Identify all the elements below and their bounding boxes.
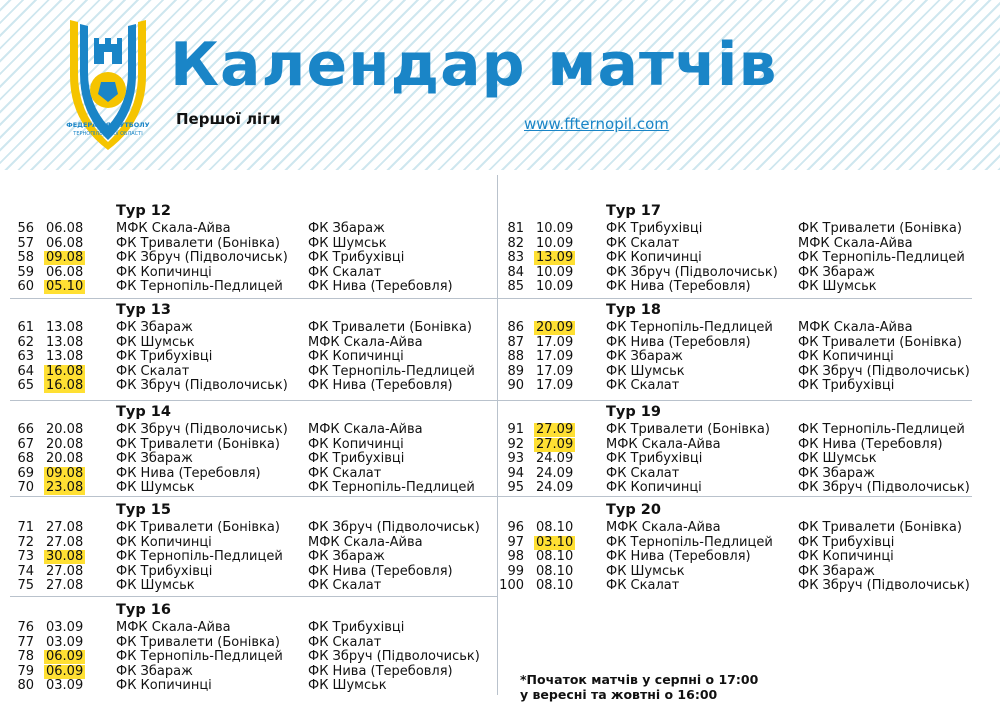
away-team: ФК Тернопіль-Педлицей	[308, 363, 475, 379]
home-team: ФК Шумськ	[116, 334, 195, 350]
match-date: 06.08	[46, 235, 84, 251]
home-team: МФК Скала-Айва	[116, 620, 231, 635]
round-title: Тур 14	[116, 404, 171, 420]
match-date: 10.09	[536, 221, 574, 236]
away-team: ФК Трибухівці	[308, 620, 405, 635]
match-number: 92	[507, 436, 524, 452]
home-team: ФК Копичинці	[116, 678, 212, 694]
match-number: 57	[17, 235, 34, 251]
round-title: Тур 16	[116, 602, 171, 618]
home-team: ФК Шумськ	[116, 578, 195, 594]
match-number: 98	[507, 549, 524, 565]
match-number: 60	[17, 279, 34, 295]
home-team: ФК Тривалети (Бонівка)	[606, 422, 770, 437]
away-team: ФК Скалат	[308, 264, 382, 280]
round-title: Тур 13	[116, 302, 171, 318]
match-number: 94	[507, 465, 524, 481]
match-number: 71	[17, 520, 34, 535]
match-number: 86	[507, 320, 524, 335]
away-team: ФК Збруч (Підволочиськ)	[798, 578, 970, 594]
match-date: 03.09	[46, 634, 84, 650]
match-number: 64	[17, 363, 34, 379]
away-team: МФК Скала-Айва	[308, 422, 423, 437]
page-title: Календар матчів	[170, 30, 778, 100]
match-date: 20.08	[46, 451, 84, 467]
match-number: 78	[17, 649, 34, 665]
match-date: 20.08	[46, 436, 84, 452]
away-team: МФК Скала-Айва	[308, 534, 423, 550]
match-number: 58	[17, 250, 34, 266]
website-link[interactable]: www.ffternopil.com	[524, 115, 669, 133]
away-team: ФК Збараж	[798, 264, 875, 280]
home-team: ФК Збараж	[116, 320, 193, 335]
match-date: 13.09	[536, 250, 574, 266]
round-title: Тур 12	[116, 203, 171, 219]
round-title: Тур 17	[606, 203, 661, 219]
match-number: 93	[507, 451, 524, 467]
away-team: МФК Скала-Айва	[308, 334, 423, 350]
match-date: 27.09	[536, 422, 574, 437]
match-date: 27.08	[46, 578, 84, 594]
match-date: 24.09	[536, 480, 574, 496]
home-team: ФК Скалат	[116, 363, 190, 379]
away-team: ФК Нива (Теребовля)	[308, 378, 453, 394]
match-number: 68	[17, 451, 34, 467]
match-number: 83	[507, 250, 524, 266]
away-team: ФК Збараж	[798, 563, 875, 579]
home-team: ФК Тривалети (Бонівка)	[116, 436, 280, 452]
away-team: ФК Трибухівці	[308, 250, 405, 266]
home-team: ФК Збараж	[116, 451, 193, 467]
match-date: 06.08	[46, 221, 84, 236]
home-team: ФК Шумськ	[606, 563, 685, 579]
away-team: ФК Копичинці	[798, 549, 894, 565]
match-number: 65	[17, 378, 34, 394]
match-date: 13.08	[46, 320, 84, 335]
match-number: 61	[17, 320, 34, 335]
match-number: 97	[507, 534, 524, 550]
match-number: 82	[507, 235, 524, 251]
away-team: ФК Збруч (Підволочиськ)	[798, 480, 970, 496]
match-number: 56	[17, 221, 34, 236]
home-team: ФК Копичинці	[116, 534, 212, 550]
away-team: ФК Тернопіль-Педлицей	[798, 250, 965, 266]
match-number: 85	[507, 279, 524, 295]
away-team: ФК Шумськ	[308, 678, 387, 694]
divider-line	[10, 496, 972, 497]
match-number: 99	[507, 563, 524, 579]
match-date: 06.09	[46, 649, 84, 665]
home-team: ФК Трибухівці	[606, 221, 703, 236]
match-date: 17.09	[536, 378, 574, 394]
match-date: 10.09	[536, 279, 574, 295]
home-team: ФК Трибухівці	[116, 349, 213, 365]
home-team: ФК Копичинці	[606, 250, 702, 266]
match-date: 17.09	[536, 334, 574, 350]
home-team: ФК Трибухівці	[606, 451, 703, 467]
match-date: 09.08	[46, 465, 84, 481]
home-team: ФК Збараж	[606, 349, 683, 365]
match-number: 79	[17, 663, 34, 679]
away-team: ФК Збараж	[308, 221, 385, 236]
match-date: 10.09	[536, 264, 574, 280]
match-date: 09.08	[46, 250, 84, 266]
match-number: 88	[507, 349, 524, 365]
match-number: 90	[507, 378, 524, 394]
note-line-2: у вересні та жовтні о 16:00	[520, 687, 718, 702]
divider-line	[10, 596, 497, 597]
away-team: ФК Нива (Теребовля)	[308, 663, 453, 679]
home-team: ФК Збруч (Підволочиськ)	[606, 264, 778, 280]
match-date: 27.08	[46, 534, 84, 550]
match-date: 20.09	[536, 320, 574, 335]
match-date: 27.09	[536, 436, 574, 452]
home-team: ФК Нива (Теребовля)	[606, 549, 751, 565]
match-number: 73	[17, 549, 34, 565]
match-number: 100	[499, 578, 524, 594]
kickoff-note	[520, 672, 758, 702]
home-team: ФК Тернопіль-Педлицей	[606, 534, 773, 550]
match-date: 05.10	[46, 279, 84, 295]
home-team: МФК Скала-Айва	[606, 436, 721, 452]
round-title: Тур 15	[116, 502, 171, 518]
away-team: ФК Тривалети (Бонівка)	[308, 320, 472, 335]
away-team: ФК Копичинці	[798, 349, 894, 365]
away-team: ФК Копичинці	[308, 349, 404, 365]
divider-line	[10, 400, 972, 401]
home-team: ФК Трибухівці	[116, 563, 213, 579]
match-number: 75	[17, 578, 34, 594]
match-number: 63	[17, 349, 34, 365]
away-team: ФК Трибухівці	[798, 534, 895, 550]
home-team: ФК Тривалети (Бонівка)	[116, 235, 280, 251]
away-team: ФК Нива (Теребовля)	[308, 563, 453, 579]
home-team: МФК Скала-Айва	[606, 520, 721, 535]
match-date: 20.08	[46, 422, 84, 437]
match-number: 89	[507, 363, 524, 379]
away-team: МФК Скала-Айва	[798, 235, 913, 251]
away-team: ФК Збруч (Підволочиськ)	[308, 520, 480, 535]
round-title: Тур 20	[606, 502, 661, 518]
match-date: 03.09	[46, 678, 84, 694]
match-date: 23.08	[46, 480, 84, 496]
logo-text-top: ФЕДЕРАЦІЯ ФУТБОЛУ	[66, 121, 150, 129]
home-team: МФК Скала-Айва	[116, 221, 231, 236]
logo-text-bottom: ТЕРНОПІЛЬСЬКОЇ ОБЛАСТІ	[73, 131, 143, 137]
away-team: ФК Трибухівці	[308, 451, 405, 467]
note-line-1: *Початок матчів у серпні о 17:00	[520, 672, 759, 687]
match-date: 03.09	[46, 620, 84, 635]
away-team: ФК Скалат	[308, 578, 382, 594]
divider-line	[10, 298, 972, 299]
match-date: 16.08	[46, 378, 84, 394]
match-number: 84	[507, 264, 524, 280]
match-date: 24.09	[536, 465, 574, 481]
federation-logo	[58, 14, 158, 154]
away-team: ФК Трибухівці	[798, 378, 895, 394]
home-team: ФК Скалат	[606, 378, 680, 394]
home-team: ФК Скалат	[606, 465, 680, 481]
match-date: 03.10	[536, 534, 574, 550]
home-team: ФК Скалат	[606, 235, 680, 251]
home-team: ФК Збруч (Підволочиськ)	[116, 378, 288, 394]
home-team: ФК Тривалети (Бонівка)	[116, 634, 280, 650]
match-date: 16.08	[46, 363, 84, 379]
match-date: 08.10	[536, 578, 574, 594]
away-team: ФК Копичинці	[308, 436, 404, 452]
home-team: ФК Тернопіль-Педлицей	[116, 549, 283, 565]
away-team: ФК Збруч (Підволочиськ)	[798, 363, 970, 379]
match-date: 08.10	[536, 563, 574, 579]
away-team: ФК Збараж	[798, 465, 875, 481]
match-number: 91	[507, 422, 524, 437]
away-team: ФК Шумськ	[308, 235, 387, 251]
away-team: ФК Тернопіль-Педлицей	[798, 422, 965, 437]
home-team: ФК Нива (Теребовля)	[116, 465, 261, 481]
match-number: 80	[17, 678, 34, 694]
page-subtitle: Першої ліги	[176, 110, 281, 128]
match-number: 72	[17, 534, 34, 550]
home-team: ФК Шумськ	[116, 480, 195, 496]
match-number: 67	[17, 436, 34, 452]
home-team: ФК Нива (Теребовля)	[606, 279, 751, 295]
home-team: ФК Тернопіль-Педлицей	[606, 320, 773, 335]
home-team: ФК Збруч (Підволочиськ)	[116, 250, 288, 266]
match-number: 70	[17, 480, 34, 496]
away-team: ФК Скалат	[308, 634, 382, 650]
match-number: 87	[507, 334, 524, 350]
away-team: ФК Збруч (Підволочиськ)	[308, 649, 480, 665]
home-team: ФК Тернопіль-Педлицей	[116, 649, 283, 665]
match-date: 13.08	[46, 334, 84, 350]
match-date: 08.10	[536, 549, 574, 565]
match-number: 77	[17, 634, 34, 650]
match-date: 30.08	[46, 549, 84, 565]
round-title: Тур 18	[606, 302, 661, 318]
round-title: Тур 19	[606, 404, 661, 420]
match-number: 62	[17, 334, 34, 350]
match-date: 24.09	[536, 451, 574, 467]
match-number: 96	[507, 520, 524, 535]
away-team: ФК Нива (Теребовля)	[798, 436, 943, 452]
away-team: ФК Тривалети (Бонівка)	[798, 221, 962, 236]
away-team: ФК Скалат	[308, 465, 382, 481]
away-team: ФК Тернопіль-Педлицей	[308, 480, 475, 496]
match-number: 59	[17, 264, 34, 280]
home-team: ФК Нива (Теребовля)	[606, 334, 751, 350]
home-team: ФК Тривалети (Бонівка)	[116, 520, 280, 535]
match-date: 13.08	[46, 349, 84, 365]
match-date: 08.10	[536, 520, 574, 535]
home-team: ФК Копичинці	[116, 264, 212, 280]
match-date: 17.09	[536, 349, 574, 365]
match-number: 95	[507, 480, 524, 496]
away-team: ФК Тривалети (Бонівка)	[798, 520, 962, 535]
home-team: ФК Скалат	[606, 578, 680, 594]
match-date: 27.08	[46, 520, 84, 535]
away-team: ФК Шумськ	[798, 279, 877, 295]
match-date: 27.08	[46, 563, 84, 579]
match-number: 74	[17, 563, 34, 579]
home-team: ФК Шумськ	[606, 363, 685, 379]
home-team: ФК Збруч (Підволочиськ)	[116, 422, 288, 437]
match-number: 76	[17, 620, 34, 635]
away-team: ФК Нива (Теребовля)	[308, 279, 453, 295]
away-team: ФК Збараж	[308, 549, 385, 565]
match-date: 17.09	[536, 363, 574, 379]
match-date: 06.08	[46, 264, 84, 280]
away-team: ФК Шумськ	[798, 451, 877, 467]
home-team: ФК Збараж	[116, 663, 193, 679]
home-team: ФК Копичинці	[606, 480, 702, 496]
match-number: 81	[507, 221, 524, 236]
match-number: 66	[17, 422, 34, 437]
match-number: 69	[17, 465, 34, 481]
match-date: 06.09	[46, 663, 84, 679]
away-team: ФК Тривалети (Бонівка)	[798, 334, 962, 350]
away-team: МФК Скала-Айва	[798, 320, 913, 335]
home-team: ФК Тернопіль-Педлицей	[116, 279, 283, 295]
match-date: 10.09	[536, 235, 574, 251]
